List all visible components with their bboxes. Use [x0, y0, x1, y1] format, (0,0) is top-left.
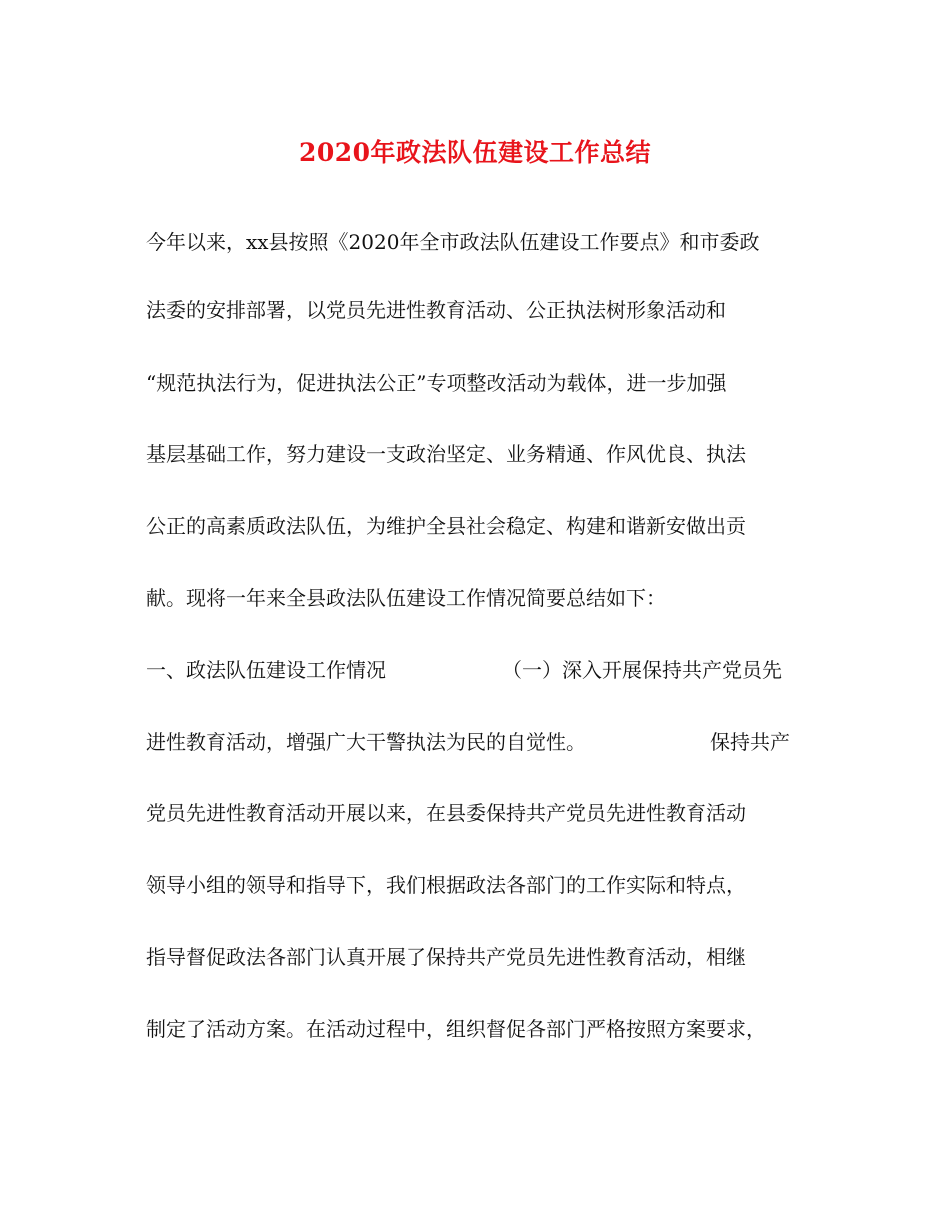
paragraph-line: 制定了活动方案。在活动过程中，组织督促各部门严格按照方案要求，	[146, 1017, 766, 1041]
paragraph-line: 党员先进性教育活动开展以来，在县委保持共产党员先进性教育活动	[146, 801, 746, 825]
paragraph-line: 公正的高素质政法队伍，为维护全县社会稳定、构建和谐新安做出贡	[146, 514, 746, 538]
paragraph-line: 献。现将一年来全县政法队伍建设工作情况简要总结如下：	[146, 586, 666, 610]
paragraph-line: 领导小组的领导和指导下，我们根据政法各部门的工作实际和特点，	[146, 873, 746, 897]
paragraph-line: 法委的安排部署，以党员先进性教育活动、公正执法树形象活动和	[146, 298, 726, 322]
document-title: 2020年政法队伍建设工作总结	[298, 138, 652, 167]
paragraph-line: “规范执法行为，促进执法公正”专项整改活动为载体，进一步加强	[146, 371, 727, 395]
paragraph-line	[146, 729, 826, 755]
section-heading: 一、政法队伍建设工作情况	[146, 658, 386, 682]
paragraph-line: 今年以来，xx县按照《2020年全市政法队伍建设工作要点》和市委政	[146, 230, 760, 254]
paragraph-line: 指导督促政法各部门认真开展了保持共产党员先进性教育活动，相继	[146, 945, 746, 969]
subsection-heading: （一）深入开展保持共产党员先	[502, 658, 782, 682]
paragraph-start: 保持共产	[710, 730, 790, 754]
subsection-heading-continuation: 进性教育活动，增强广大干警执法为民的自觉性。	[146, 730, 586, 754]
section-heading-line	[146, 657, 826, 683]
paragraph-line: 基层基础工作，努力建设一支政治坚定、业务精通、作风优良、执法	[146, 442, 746, 466]
